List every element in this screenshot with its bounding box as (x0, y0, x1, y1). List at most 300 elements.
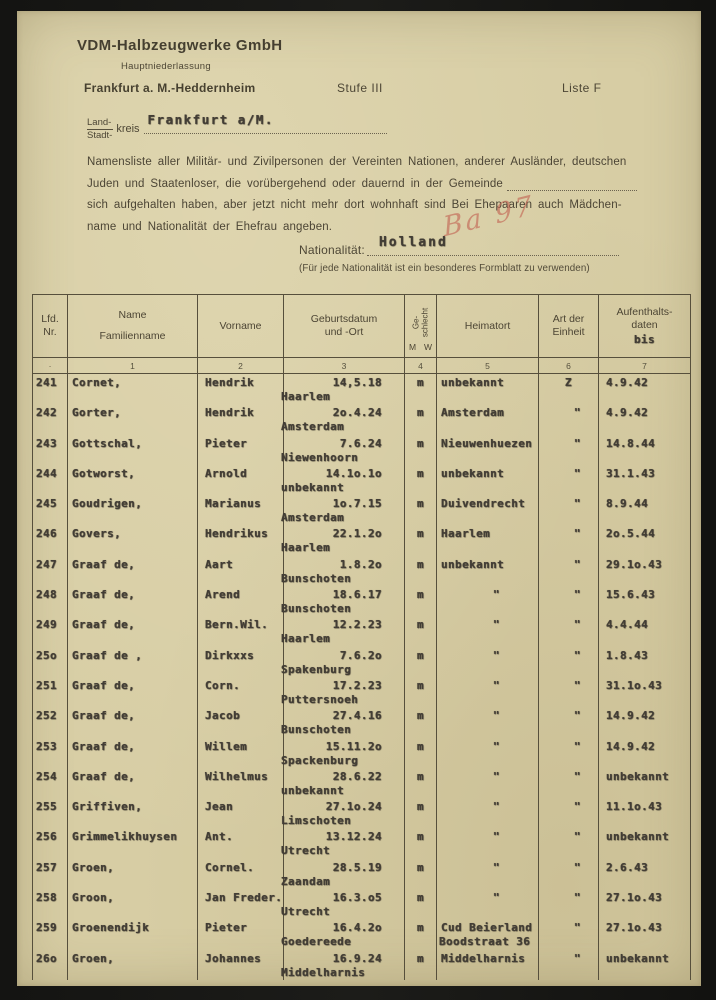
cell-vorname: Marianus (197, 495, 283, 525)
cell-geburtsort: unbekannt (281, 480, 345, 494)
cell-einheit: " (538, 586, 598, 616)
header-auf-bis: bis (633, 333, 656, 346)
cell-lfd-nr: 251 (32, 677, 67, 707)
cell-geburtsdatum-ort (283, 919, 404, 949)
cell-aufenthalt: 4.9.42 (598, 404, 691, 434)
column-number-row (32, 357, 691, 374)
table-row (32, 374, 691, 404)
cell-geburtsdatum: 27.4.16 (332, 709, 382, 723)
table-row (32, 404, 691, 434)
table-row (32, 465, 691, 495)
cell-geburtsort: Goedereede (281, 935, 352, 949)
persons-table (32, 294, 691, 980)
cell-geschlecht: m (404, 647, 436, 677)
colnum-6: 6 (538, 358, 598, 373)
cell-geschlecht: m (404, 495, 436, 525)
cell-geburtsort: Spakenburg (281, 662, 352, 676)
cell-heimatort: " (492, 891, 501, 905)
cell-heimatort: " (492, 709, 501, 723)
nationality-dotted-line (367, 236, 619, 256)
header-geb-line1: Geburtsdatum (310, 313, 378, 325)
cell-einheit: " (538, 707, 598, 737)
cell-lfd-nr: 25o (32, 647, 67, 677)
cell-aufenthalt: 4.9.42 (598, 374, 691, 404)
gemeinde-dotted-line (507, 174, 637, 192)
cell-einheit: " (538, 647, 598, 677)
cell-geschlecht: m (404, 677, 436, 707)
cell-geschlecht: m (404, 404, 436, 434)
district-value: Frankfurt a/M. (147, 112, 274, 127)
red-pencil-annotation: Ba 97 (441, 189, 537, 244)
cell-heimatort: " (492, 830, 501, 844)
cell-heimatort-wrap (436, 798, 538, 828)
cell-heimatort: unbekannt (441, 376, 505, 389)
cell-aufenthalt: unbekannt (598, 828, 691, 858)
cell-geschlecht: m (404, 768, 436, 798)
cell-einheit: " (538, 556, 598, 586)
colnum-3: 3 (283, 358, 404, 373)
table-row (32, 647, 691, 677)
liste-label: Liste F (562, 81, 602, 95)
nationality-note: (Für jede Nationalität ist ein besonderes Formblatt zu verwenden) (299, 263, 590, 274)
cell-geburtsdatum: 18.6.17 (332, 588, 382, 602)
cell-lfd-nr: 252 (32, 707, 67, 737)
stufe-label: Stufe III (337, 81, 383, 95)
header-name-line1: Name (118, 309, 147, 321)
cell-familienname: Graaf de, (67, 556, 197, 586)
cell-heimatort: " (492, 739, 501, 753)
cell-geburtsdatum-ort (283, 738, 404, 768)
table-row (32, 707, 691, 737)
intro-line-1: Namensliste aller Militär- und Zivilpersonen der Vereinten Nationen, anderer Ausländer, deutschen (87, 156, 627, 168)
header-geschlecht-line2: schlecht (419, 307, 429, 338)
cell-vorname: Jan Freder. (197, 889, 283, 919)
cell-geburtsdatum: 1o.7.15 (332, 497, 382, 511)
company-name: VDM-Halbzeugwerke GmbH (77, 37, 283, 54)
cell-heimatort: " (492, 588, 501, 602)
cell-geburtsort: Haarlem (281, 632, 331, 646)
cell-geburtsdatum-ort (283, 647, 404, 677)
cell-vorname: Wilhelmus (197, 768, 283, 798)
cell-einheit: " (538, 465, 598, 495)
cell-vorname: Jacob (197, 707, 283, 737)
cell-geburtsdatum: 13.12.24 (325, 830, 382, 844)
colnum-2: 2 (197, 358, 283, 373)
cell-geburtsdatum: 2o.4.24 (332, 406, 382, 420)
cell-einheit: " (538, 798, 598, 828)
cell-geschlecht: m (404, 738, 436, 768)
cell-heimatort-wrap (436, 919, 538, 949)
cell-familienname: Groenendijk (67, 919, 197, 949)
cell-aufenthalt: 4.4.44 (598, 616, 691, 646)
cell-geburtsdatum: 14.1o.1o (325, 466, 382, 480)
cell-geburtsort: Amsterdam (281, 420, 345, 434)
header-geschlecht-rotated (412, 308, 429, 337)
cell-lfd-nr: 246 (32, 525, 67, 555)
header-einheit (538, 295, 598, 357)
cell-einheit: " (538, 738, 598, 768)
cell-geburtsdatum-ort (283, 950, 404, 980)
cell-lfd-nr: 241 (32, 374, 67, 404)
colnum-7: 7 (598, 358, 691, 373)
header-lfd: Lfd. (41, 313, 59, 325)
cell-geburtsdatum: 17.2.23 (332, 678, 382, 692)
cell-geburtsdatum: 7.6.2o (339, 648, 382, 662)
cell-heimatort-wrap (436, 525, 538, 555)
cell-aufenthalt: 11.1o.43 (598, 798, 691, 828)
cell-einheit: " (538, 525, 598, 555)
cell-heimatort-line2: Boodstraat 36 (439, 935, 531, 949)
cell-geburtsort: Amsterdam (281, 511, 345, 525)
table-row (32, 859, 691, 889)
cell-aufenthalt: 8.9.44 (598, 495, 691, 525)
cell-geschlecht: m (404, 616, 436, 646)
cell-familienname: Gottschal, (67, 435, 197, 465)
cell-aufenthalt: 29.1o.43 (598, 556, 691, 586)
cell-lfd-nr: 255 (32, 798, 67, 828)
cell-familienname: Graaf de, (67, 707, 197, 737)
cell-geburtsort: Bunschoten (281, 571, 352, 585)
nationality-label: Nationalität: (299, 243, 365, 257)
cell-heimatort: unbekannt (441, 466, 505, 480)
cell-heimatort-wrap (436, 435, 538, 465)
cell-einheit: " (538, 495, 598, 525)
cell-vorname: Hendrik (197, 374, 283, 404)
cell-aufenthalt: 14.9.42 (598, 738, 691, 768)
cell-geburtsdatum-ort (283, 707, 404, 737)
cell-familienname: Govers, (67, 525, 197, 555)
cell-vorname: Bern.Wil. (197, 616, 283, 646)
cell-geburtsdatum: 12.2.23 (332, 618, 382, 632)
cell-heimatort: " (492, 800, 501, 814)
cell-geburtsort: Haarlem (281, 541, 331, 555)
cell-familienname: Graaf de, (67, 768, 197, 798)
cell-heimatort-wrap (436, 859, 538, 889)
cell-vorname: Pieter (197, 435, 283, 465)
cell-heimatort: " (492, 648, 501, 662)
header-einheit-line1: Art der (552, 313, 585, 325)
cell-heimatort: unbekannt (441, 557, 505, 571)
colnum-4: 4 (404, 358, 436, 373)
cell-aufenthalt: 31.1.43 (598, 465, 691, 495)
table-row (32, 919, 691, 949)
cell-aufenthalt: 2o.5.44 (598, 525, 691, 555)
cell-geburtsdatum-ort (283, 798, 404, 828)
cell-familienname: Gotworst, (67, 465, 197, 495)
cell-lfd-nr: 258 (32, 889, 67, 919)
header-heimatort-label: Heimatort (464, 319, 511, 332)
cell-geburtsdatum-ort (283, 374, 404, 404)
cell-heimatort: Haarlem (441, 527, 491, 541)
header-m: M (408, 342, 417, 352)
cell-einheit: " (538, 677, 598, 707)
district-field (87, 110, 387, 141)
cell-einheit: Z (538, 374, 598, 404)
cell-heimatort-wrap (436, 707, 538, 737)
cell-geschlecht: m (404, 919, 436, 949)
cell-geburtsdatum: 22.1.2o (332, 527, 382, 541)
cell-lfd-nr: 253 (32, 738, 67, 768)
cell-geschlecht: m (404, 707, 436, 737)
cell-geburtsdatum-ort (283, 616, 404, 646)
table-row (32, 495, 691, 525)
nationality-value: Holland (378, 235, 448, 250)
header-auf-line2: daten (631, 319, 658, 331)
cell-lfd-nr: 256 (32, 828, 67, 858)
cell-lfd-nr: 245 (32, 495, 67, 525)
cell-aufenthalt: 27.1o.43 (598, 889, 691, 919)
cell-geschlecht: m (404, 859, 436, 889)
cell-geschlecht: m (404, 525, 436, 555)
cell-einheit: " (538, 435, 598, 465)
cell-geburtsdatum: 14,5.18 (332, 376, 382, 389)
header-lfd-nr (32, 295, 67, 357)
cell-heimatort-wrap (436, 404, 538, 434)
cell-lfd-nr: 26o (32, 950, 67, 980)
company-subtitle: Hauptniederlassung (121, 61, 211, 72)
cell-geburtsort: Bunschoten (281, 602, 352, 616)
cell-heimatort-wrap (436, 647, 538, 677)
cell-lfd-nr: 247 (32, 556, 67, 586)
table-row (32, 556, 691, 586)
cell-vorname: Aart (197, 556, 283, 586)
intro-line-4: name und Nationalität der Ehefrau angeben. (87, 220, 333, 233)
cell-heimatort-wrap (436, 768, 538, 798)
cell-geschlecht: m (404, 586, 436, 616)
header-geb-line2: und -Ort (324, 326, 364, 338)
colnum-1: 1 (67, 358, 197, 373)
cell-vorname: Jean (197, 798, 283, 828)
cell-geburtsdatum-ort (283, 435, 404, 465)
cell-familienname: Graaf de, (67, 586, 197, 616)
cell-geburtsdatum-ort (283, 495, 404, 525)
header-nr: Nr. (43, 326, 57, 338)
cell-lfd-nr: 243 (32, 435, 67, 465)
colnum-0: · (32, 358, 67, 373)
district-label-kreis: kreis (116, 123, 140, 135)
table-row (32, 616, 691, 646)
cell-heimatort: " (492, 678, 501, 692)
header-einheit-line2: Einheit (552, 326, 585, 338)
cell-familienname: Graaf de , (67, 647, 197, 677)
table-row (32, 798, 691, 828)
cell-geburtsdatum-ort (283, 889, 404, 919)
cell-einheit: " (538, 616, 598, 646)
cell-geburtsort: Zaandam (281, 874, 331, 888)
cell-aufenthalt: unbekannt (598, 950, 691, 980)
cell-geburtsdatum-ort (283, 677, 404, 707)
cell-geburtsdatum-ort (283, 404, 404, 434)
cell-einheit: " (538, 859, 598, 889)
cell-aufenthalt: unbekannt (598, 768, 691, 798)
cell-geburtsdatum-ort (283, 525, 404, 555)
cell-aufenthalt: 1.8.43 (598, 647, 691, 677)
cell-lfd-nr: 257 (32, 859, 67, 889)
cell-geburtsort: Utrecht (281, 905, 331, 919)
cell-heimatort: Middelharnis (441, 951, 526, 965)
cell-familienname: Graaf de, (67, 738, 197, 768)
nationality-field (299, 236, 619, 259)
header-vorname (197, 295, 283, 357)
cell-heimatort: Amsterdam (441, 406, 505, 420)
intro-line-2-text: Juden und Staatenloser, die vorübergehend oder dauernd in der Gemeinde (87, 177, 503, 190)
cell-vorname: Ant. (197, 828, 283, 858)
cell-lfd-nr: 242 (32, 404, 67, 434)
company-location: Frankfurt a. M.-Heddernheim (84, 81, 256, 95)
cell-vorname: Dirkxxs (197, 647, 283, 677)
cell-vorname: Arend (197, 586, 283, 616)
cell-familienname: Graaf de, (67, 616, 197, 646)
cell-vorname: Hendrik (197, 404, 283, 434)
cell-vorname: Pieter (197, 919, 283, 949)
header-geschlecht-line1: Ge- (411, 315, 420, 330)
intro-line-2 (87, 174, 637, 196)
cell-familienname: Graaf de, (67, 677, 197, 707)
header-aufenthalt (598, 295, 691, 357)
cell-geburtsort: Haarlem (281, 390, 331, 403)
cell-familienname: Gorter, (67, 404, 197, 434)
cell-heimatort: " (492, 618, 501, 632)
cell-aufenthalt: 14.8.44 (598, 435, 691, 465)
header-name (67, 295, 197, 357)
cell-aufenthalt: 27.1o.43 (598, 919, 691, 949)
table-row (32, 586, 691, 616)
cell-geburtsdatum: 16.9.24 (332, 951, 382, 965)
header-vorname-label: Vorname (219, 319, 262, 332)
cell-familienname: Groen, (67, 859, 197, 889)
intro-paragraph (87, 152, 637, 238)
cell-einheit: " (538, 404, 598, 434)
header-name-line2: Familienname (99, 330, 166, 342)
cell-vorname: Arnold (197, 465, 283, 495)
cell-geburtsdatum: 16.4.2o (332, 921, 382, 935)
cell-geburtsdatum: 28.5.19 (332, 860, 382, 874)
cell-geburtsdatum-ort (283, 768, 404, 798)
cell-geburtsdatum-ort (283, 859, 404, 889)
cell-vorname: Cornel. (197, 859, 283, 889)
cell-geburtsort: Middelharnis (281, 965, 366, 979)
cell-heimatort: " (492, 860, 501, 874)
table-row (32, 768, 691, 798)
cell-geburtsort: Puttersnoeh (281, 692, 359, 706)
cell-heimatort-wrap (436, 465, 538, 495)
cell-geburtsdatum: 1.8.2o (339, 557, 382, 571)
header-heimatort (436, 295, 538, 357)
district-label-land: Land- (87, 117, 112, 128)
cell-aufenthalt: 31.1o.43 (598, 677, 691, 707)
cell-geburtsort: Limschoten (281, 814, 352, 828)
table-row (32, 828, 691, 858)
cell-heimatort-wrap (436, 374, 538, 404)
table-row (32, 889, 691, 919)
cell-heimatort-wrap (436, 495, 538, 525)
cell-heimatort-wrap (436, 828, 538, 858)
intro-line-3: sich aufgehalten haben, aber jetzt nicht mehr dort wohnhaft sind Bei Ehepaaren auch Mädchen- (87, 199, 622, 211)
header-mw (405, 341, 436, 354)
table-row (32, 950, 691, 980)
header-w: W (424, 342, 433, 352)
cell-heimatort-wrap (436, 889, 538, 919)
table-body (32, 374, 691, 980)
cell-geburtsdatum-ort (283, 586, 404, 616)
header-auf-line1: Aufenthalts- (616, 306, 673, 318)
cell-heimatort-wrap (436, 616, 538, 646)
cell-familienname: Griffiven, (67, 798, 197, 828)
cell-aufenthalt: 15.6.43 (598, 586, 691, 616)
cell-heimatort-wrap (436, 738, 538, 768)
table-row (32, 738, 691, 768)
cell-heimatort-wrap (436, 586, 538, 616)
table-row (32, 525, 691, 555)
cell-geburtsort: Bunschoten (281, 723, 352, 737)
cell-familienname: Grimmelikhuysen (67, 828, 197, 858)
cell-geschlecht: m (404, 556, 436, 586)
cell-geschlecht: m (404, 374, 436, 404)
cell-familienname: Cornet, (67, 374, 197, 404)
cell-geschlecht: m (404, 889, 436, 919)
cell-geburtsdatum: 27.1o.24 (325, 800, 382, 814)
cell-heimatort-wrap (436, 677, 538, 707)
cell-geburtsort: Utrecht (281, 844, 331, 858)
cell-heimatort: Cud Beierland (441, 921, 533, 935)
cell-geburtsdatum-ort (283, 828, 404, 858)
cell-geschlecht: m (404, 798, 436, 828)
cell-heimatort-wrap (436, 950, 538, 980)
cell-familienname: Goudrigen, (67, 495, 197, 525)
cell-familienname: Groon, (67, 889, 197, 919)
cell-vorname: Hendrikus (197, 525, 283, 555)
district-label-stadt: Stadt- (87, 130, 113, 141)
cell-heimatort-wrap (436, 556, 538, 586)
cell-aufenthalt: 14.9.42 (598, 707, 691, 737)
cell-einheit: " (538, 950, 598, 980)
cell-geschlecht: m (404, 950, 436, 980)
cell-geburtsort: unbekannt (281, 783, 345, 797)
cell-geschlecht: m (404, 465, 436, 495)
cell-lfd-nr: 254 (32, 768, 67, 798)
cell-einheit: " (538, 919, 598, 949)
cell-heimatort: Nieuwenhuezen (441, 436, 533, 450)
cell-geburtsdatum-ort (283, 465, 404, 495)
cell-lfd-nr: 259 (32, 919, 67, 949)
cell-geburtsdatum-ort (283, 556, 404, 586)
table-header-row (32, 294, 691, 357)
cell-familienname: Groen, (67, 950, 197, 980)
cell-geschlecht: m (404, 435, 436, 465)
cell-vorname: Corn. (197, 677, 283, 707)
cell-geburtsdatum: 28.6.22 (332, 769, 382, 783)
table-row (32, 435, 691, 465)
cell-geburtsort: Spackenburg (281, 753, 359, 767)
cell-einheit: " (538, 768, 598, 798)
cell-heimatort: " (492, 769, 501, 783)
cell-einheit: " (538, 889, 598, 919)
cell-geburtsort: Niewenhoorn (281, 450, 359, 464)
cell-lfd-nr: 244 (32, 465, 67, 495)
cell-einheit: " (538, 828, 598, 858)
district-dotted-line (144, 110, 387, 134)
cell-heimatort: Duivendrecht (441, 497, 526, 511)
cell-geburtsdatum: 15.11.2o (325, 739, 382, 753)
header-geschlecht (404, 295, 436, 357)
cell-vorname: Johannes (197, 950, 283, 980)
cell-geschlecht: m (404, 828, 436, 858)
document-page (17, 11, 701, 986)
cell-geburtsdatum: 16.3.o5 (332, 891, 382, 905)
cell-lfd-nr: 249 (32, 616, 67, 646)
colnum-5: 5 (436, 358, 538, 373)
cell-vorname: Willem (197, 738, 283, 768)
